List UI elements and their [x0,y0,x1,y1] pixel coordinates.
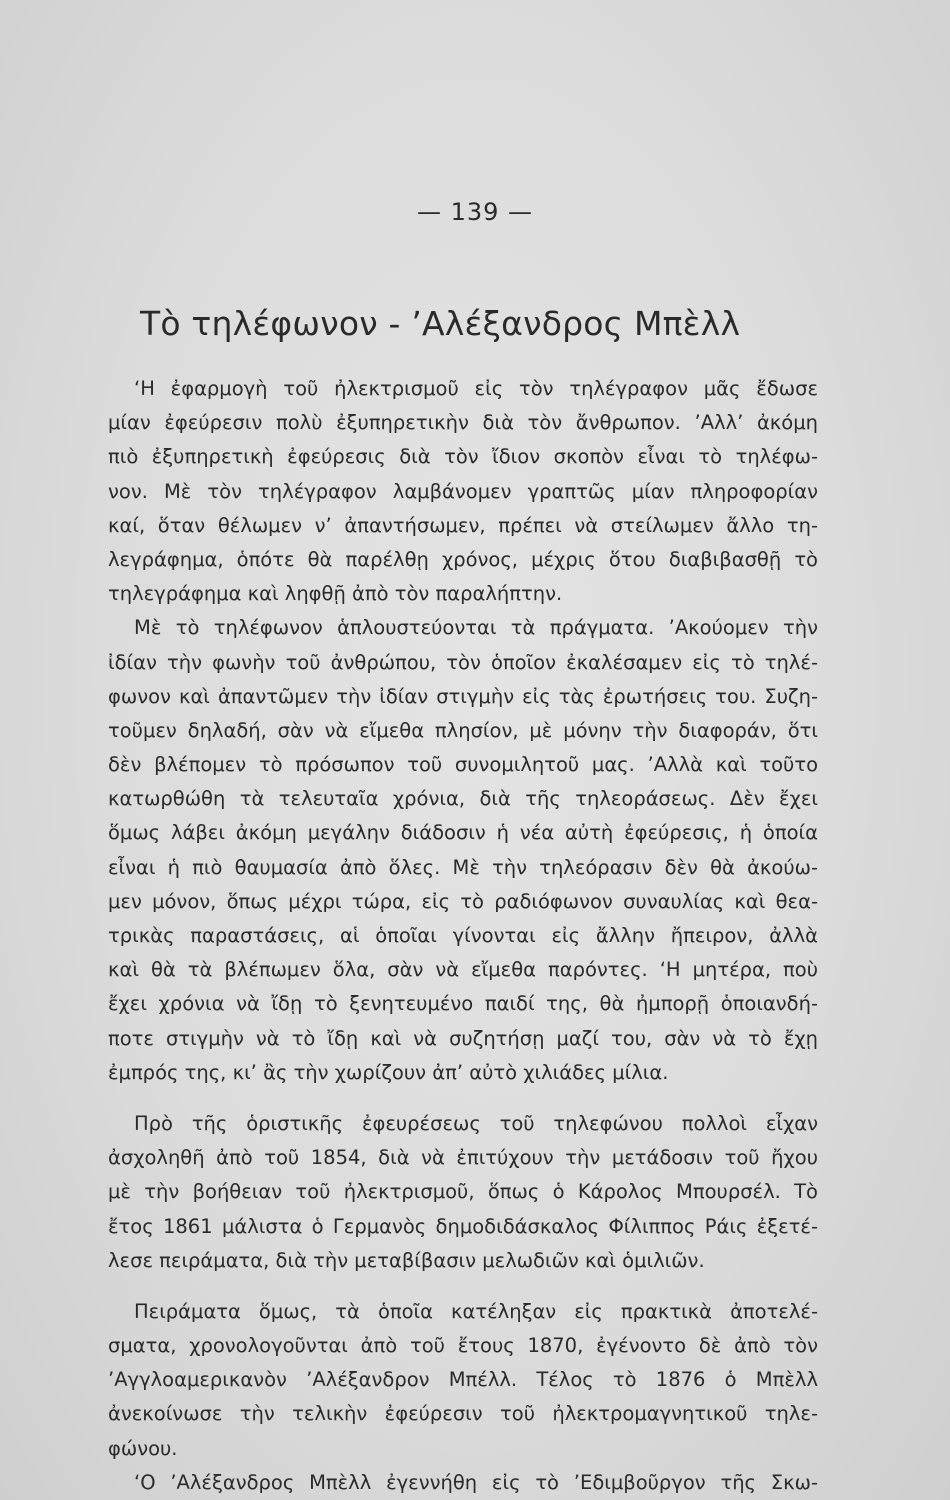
text-line: ἐμπρός της, κι’ ἂς τὴν χωρίζουν ἀπ’ αὐτὸ χιλιάδες μίλια. [108,1060,669,1084]
text-line: ἰδίαν τὴν φωνὴν τοῦ ἀνθρώπου, τὸν ὁποῖον ἐκαλέσαμεν εἰς τὸ τηλέ- [108,650,818,674]
text-line: σματα, χρονολογοῦνται ἀπὸ τοῦ ἔτους 1870, ἐγένοντο δὲ ἀπὸ τὸν [108,1334,818,1358]
text-line: λεγράφημα, ὁπότε θὰ παρέλθῃ χρόνος, μέχρις ὅτου διαβιβασθῇ τὸ [108,547,818,571]
text-line: Μὲ τὸ τηλέφωνον ἁπλουστεύονται τὰ πράγματα. ’Ακούομεν τὴν [134,616,818,640]
text-line: φώνου. [108,1436,178,1460]
body-text [108,372,818,1500]
text-line: δὲν βλέπομεν τὸ πρόσωπον τοῦ συνομιλητοῦ μας. ’Αλλὰ καὶ τοῦτο [108,753,818,777]
text-line: πιὸ ἐξυπηρετικὴ ἐφεύρεσις διὰ τὸν ἴδιον σκοπὸν εἶναι τὸ τηλέφω- [108,445,818,469]
text-line: ’Αγγλοαμερικανὸν ’Αλέξανδρον Μπέλλ. Τέλος τὸ 1876 ὁ Μπὲλλ [108,1368,818,1392]
text-line: ὅμως λάβει ἀκόμη μεγάλην διάδοσιν ἡ νέα αὐτὴ ἐφεύρεσις, ἡ ὁποία [108,821,818,845]
text-line: νον. Μὲ τὸν τηλέγραφον λαμβάνομεν γραπτῶς μίαν πληροφορίαν [108,479,818,503]
text-line: ‘Η ἐφαρμογὴ τοῦ ἠλεκτρισμοῦ εἰς τὸν τηλέγραφον μᾶς ἔδωσε [134,377,818,400]
text-line: καί, ὅταν θέλωμεν ν’ ἀπαντήσωμεν, πρέπει νὰ στείλωμεν ἄλλο τη- [108,513,818,537]
paragraph-2 [108,611,818,1090]
paragraph-gap [108,1278,818,1295]
text-line: καὶ θὰ τὰ βλέπωμεν ὅλα, σὰν νὰ εἴμεθα παρόντες. ‘Η μητέρα, ποὺ [108,958,818,982]
text-line: τρικὰς παραστάσεις, αἱ ὁποῖαι γίνονται εἰς ἄλλην ἤπειρον, ἀλλὰ [108,924,818,947]
text-line: τοῦμεν δηλαδή, σὰν νὰ εἴμεθα πλησίον, μὲ μόνην τὴν διαφοράν, ὅτι [108,718,818,742]
text-line: ἀνεκοίνωσε τὴν τελικὴν ἐφεύρεσιν τοῦ ἠλεκτρομαγνητικοῦ τηλε- [108,1402,818,1426]
text-line: τηλεγράφημα καὶ ληφθῇ ἀπὸ τὸν παραλήπτην. [108,582,563,606]
text-line: μὲ τὴν βοήθειαν τοῦ ἠλεκτρισμοῦ, ὅπως ὁ Κάρολος Μπουρσέλ. Τὸ [108,1180,818,1204]
text-line: ἔχει χρόνια νὰ ἴδῃ τὸ ξενητευμένο παιδί της, θὰ ἠμπορῇ ὁποιανδή- [108,992,818,1016]
text-line: φωνον καὶ ἀπαντῶμεν τὴν ἰδίαν στιγμὴν εἰς τὰς ἐρωτήσεις του. Συζη- [108,684,818,708]
text-line: εἶναι ἡ πιὸ θαυμασία ἀπὸ ὅλες. Μὲ τὴν τηλεόρασιν δὲν θὰ ἀκούω- [108,855,818,879]
paragraph-3 [108,1107,818,1278]
paragraph-1 [108,372,818,611]
text-line: ἀσχοληθῆ ἀπὸ τοῦ 1854, διὰ νὰ ἐπιτύχουν τὴν μετάδοσιν τοῦ ἤχου [108,1146,818,1170]
page-number: — 139 — [416,198,534,226]
paragraph-4 [108,1295,818,1466]
text-line: λεσε πειράματα, διὰ τὴν μεταβίβασιν μελωδιῶν καὶ ὁμιλιῶν. [108,1248,705,1272]
text-line: κατωρθώθη τὰ τελευταῖα χρόνια, διὰ τῆς τηλεοράσεως. Δὲν ἔχει [108,787,818,811]
text-line: Πειράματα ὅμως, τὰ ὁποῖα κατέληξαν εἰς πρακτικὰ ἀποτελέ- [134,1299,818,1323]
text-line: μίαν ἐφεύρεσιν πολὺ ἐξυπηρετικὴν διὰ τὸν ἄνθρωπον. ’Αλλ’ ἀκόμη [108,411,818,435]
paragraph-gap [108,1090,818,1107]
text-line: Πρὸ τῆς ὁριστικῆς ἐφευρέσεως τοῦ τηλεφώνου πολλοὶ εἶχαν [134,1111,818,1135]
text-line: ἔτος 1861 μάλιστα ὁ Γερμανὸς δημοδιδάσκαλος Φίλιππος Ράις ἐξετέ- [108,1214,818,1238]
text-line: μεν μόνον, ὅπως μέχρι τώρα, εἰς τὸ ραδιόφωνον συναυλίας καὶ θεα- [108,889,818,913]
text-line: ποτε στιγμὴν νὰ τὸ ἴδῃ καὶ νὰ συζητήσῃ μαζί του, σὰν νὰ τὸ ἔχῃ [108,1026,818,1050]
text-line: ‘Ο ’Αλέξανδρος Μπὲλλ ἐγεννήθη εἰς τὸ ’Εδιμβοῦργον τῆς Σκω- [134,1470,818,1494]
chapter-title: Τὸ τηλέφωνον - ’Αλέξανδρος Μπὲλλ [140,304,741,343]
paragraph-5 [108,1466,818,1500]
